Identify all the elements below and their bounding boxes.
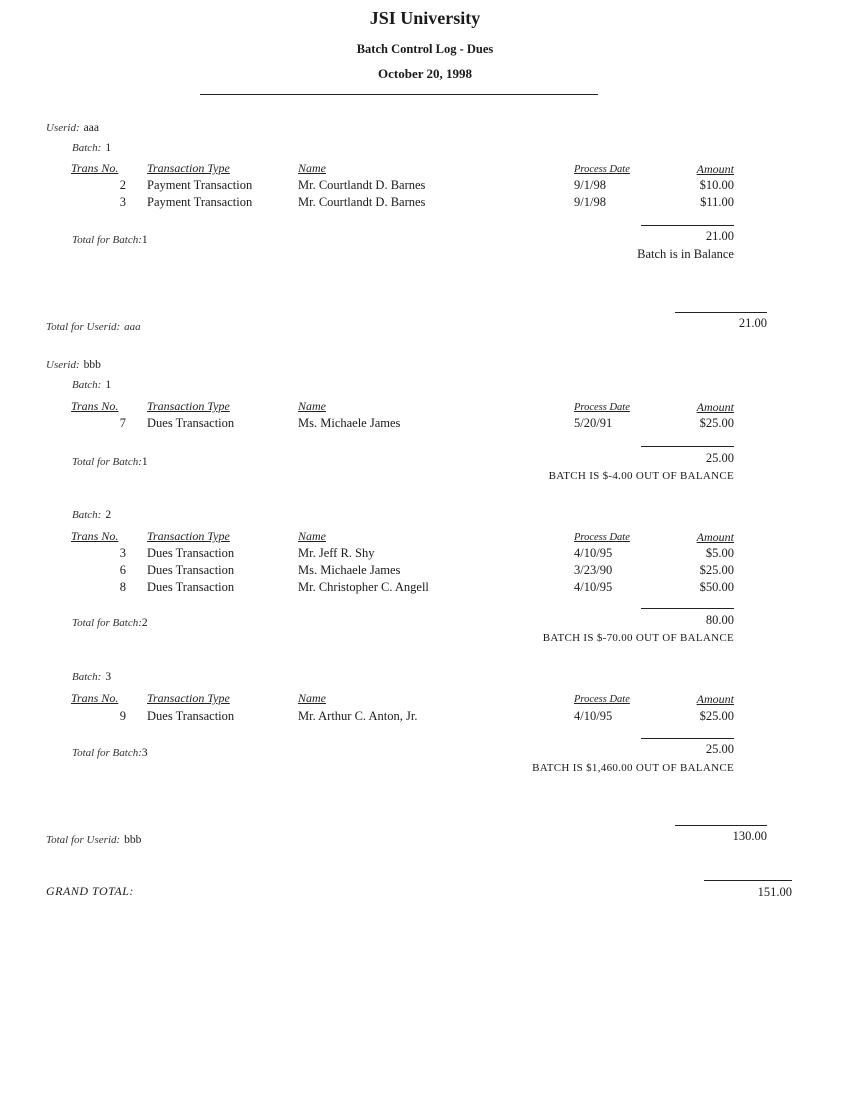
row-trans-no: 2 xyxy=(119,178,126,192)
batch-label: Batch: xyxy=(72,509,102,521)
batch-total-rule xyxy=(641,738,734,739)
row-trans-no: 6 xyxy=(119,563,126,577)
row-name: Ms. Michaele James xyxy=(298,416,401,430)
row-type: Dues Transaction xyxy=(147,580,235,594)
col-header-process-date: Process Date xyxy=(574,402,630,413)
row-amount: $25.00 xyxy=(699,416,734,430)
row-trans-no: 3 xyxy=(119,546,126,560)
header-rule xyxy=(200,94,598,95)
total-for-batch-label: Total for Batch: xyxy=(72,747,142,759)
row-name: Mr. Arthur C. Anton, Jr. xyxy=(298,709,418,723)
userid-total-rule xyxy=(675,312,767,313)
batch-total-amount: 25.00 xyxy=(705,451,734,465)
batch-total-label xyxy=(72,613,148,631)
row-trans-no: 7 xyxy=(119,416,126,430)
batch-total-rule xyxy=(641,225,734,226)
col-header-trans-no: Trans No. xyxy=(71,691,119,705)
col-header-transaction-type: Transaction Type xyxy=(147,161,230,175)
report-title: Batch Control Log - Dues xyxy=(356,42,494,56)
userid-total-amount: 130.00 xyxy=(732,829,767,843)
batch-balance-status: BATCH IS $1,460.00 OUT OF BALANCE xyxy=(532,762,734,774)
col-header-transaction-type: Transaction Type xyxy=(147,691,230,705)
total-for-userid-label: Total for Userid: xyxy=(46,321,121,333)
userid-line-bbb xyxy=(46,355,101,373)
grand-total-label: GRAND TOTAL: xyxy=(46,884,134,898)
batch-value: 1 xyxy=(105,142,112,154)
row-date: 3/23/90 xyxy=(574,563,613,577)
userid-total-label xyxy=(46,830,141,848)
batch-total-amount: 21.00 xyxy=(705,229,734,243)
userid-label: Userid: xyxy=(46,122,80,134)
col-header-process-date: Process Date xyxy=(574,532,630,543)
batch-total-amount: 25.00 xyxy=(705,742,734,756)
row-name: Mr. Courtlandt D. Barnes xyxy=(298,178,426,192)
row-type: Dues Transaction xyxy=(147,709,235,723)
userid-value: aaa xyxy=(83,122,99,134)
col-header-amount: Amount xyxy=(696,162,734,176)
row-trans-no: 3 xyxy=(119,195,126,209)
batch-label: Batch: xyxy=(72,142,102,154)
batch-line xyxy=(72,505,111,523)
col-header-process-date: Process Date xyxy=(574,164,630,175)
total-for-userid-label: Total for Userid: xyxy=(46,834,121,846)
row-type: Payment Transaction xyxy=(147,195,253,209)
total-for-batch-label: Total for Batch: xyxy=(72,234,142,246)
userid-line-aaa xyxy=(46,118,99,136)
col-header-trans-no: Trans No. xyxy=(71,399,119,413)
batch-total-label xyxy=(72,452,148,470)
batch-label: Batch: xyxy=(72,379,102,391)
col-header-name: Name xyxy=(298,161,326,175)
total-for-batch-number: 1 xyxy=(141,234,148,246)
row-amount: $10.00 xyxy=(699,178,734,192)
row-date: 4/10/95 xyxy=(574,546,613,560)
row-date: 9/1/98 xyxy=(574,195,606,209)
col-header-name: Name xyxy=(298,399,326,413)
grand-total-amount: 151.00 xyxy=(757,885,792,899)
col-header-name: Name xyxy=(298,529,326,543)
row-trans-no: 8 xyxy=(119,580,126,594)
row-type: Dues Transaction xyxy=(147,416,235,430)
row-type: Payment Transaction xyxy=(147,178,253,192)
university-title: JSI University xyxy=(369,8,481,28)
col-header-amount: Amount xyxy=(696,400,734,414)
total-for-batch-label: Total for Batch: xyxy=(72,456,142,468)
row-type: Dues Transaction xyxy=(147,546,235,560)
total-for-userid-value: bbb xyxy=(124,834,142,846)
row-date: 4/10/95 xyxy=(574,580,613,594)
batch-value: 1 xyxy=(105,379,112,391)
batch-label: Batch: xyxy=(72,671,102,683)
col-header-process-date: Process Date xyxy=(574,694,630,705)
row-date: 5/20/91 xyxy=(574,416,613,430)
row-amount: $11.00 xyxy=(700,195,734,209)
col-header-trans-no: Trans No. xyxy=(71,161,119,175)
row-amount: $50.00 xyxy=(699,580,734,594)
userid-value: bbb xyxy=(83,359,101,371)
batch-value: 3 xyxy=(105,671,112,683)
userid-total-rule xyxy=(675,825,767,826)
batch-total-label xyxy=(72,230,148,248)
row-amount: $5.00 xyxy=(705,546,734,560)
row-name: Ms. Michaele James xyxy=(298,563,401,577)
batch-total-rule xyxy=(641,446,734,447)
total-for-batch-number: 2 xyxy=(141,617,148,629)
report-date: October 20, 1998 xyxy=(378,66,472,81)
row-date: 9/1/98 xyxy=(574,178,606,192)
col-header-amount: Amount xyxy=(696,530,734,544)
col-header-trans-no: Trans No. xyxy=(71,529,119,543)
total-for-userid-value: aaa xyxy=(124,321,141,333)
batch-line xyxy=(72,667,111,685)
batch-total-label xyxy=(72,743,148,761)
row-name: Mr. Jeff R. Shy xyxy=(298,546,375,560)
total-for-batch-number: 1 xyxy=(141,456,148,468)
col-header-transaction-type: Transaction Type xyxy=(147,399,230,413)
col-header-amount: Amount xyxy=(696,692,734,706)
batch-total-amount: 80.00 xyxy=(705,613,734,627)
grand-total-rule xyxy=(704,880,792,881)
total-for-batch-number: 3 xyxy=(141,747,148,759)
row-amount: $25.00 xyxy=(699,709,734,723)
batch-balance-status: BATCH IS $-70.00 OUT OF BALANCE xyxy=(542,632,734,644)
batch-balance-status: BATCH IS $-4.00 OUT OF BALANCE xyxy=(548,470,734,482)
row-type: Dues Transaction xyxy=(147,563,235,577)
batch-total-rule xyxy=(641,608,734,609)
row-amount: $25.00 xyxy=(699,563,734,577)
userid-total-amount: 21.00 xyxy=(738,316,767,330)
batch-balance-status: Batch is in Balance xyxy=(637,247,734,261)
total-for-batch-label: Total for Batch: xyxy=(72,617,142,629)
col-header-transaction-type: Transaction Type xyxy=(147,529,230,543)
col-header-name: Name xyxy=(298,691,326,705)
userid-total-label xyxy=(46,317,141,335)
row-name: Mr. Christopher C. Angell xyxy=(298,580,429,594)
row-trans-no: 9 xyxy=(119,709,126,723)
batch-line xyxy=(72,375,111,393)
row-date: 4/10/95 xyxy=(574,709,613,723)
userid-label: Userid: xyxy=(46,359,80,371)
row-name: Mr. Courtlandt D. Barnes xyxy=(298,195,426,209)
batch-value: 2 xyxy=(105,509,112,521)
batch-line xyxy=(72,138,111,156)
